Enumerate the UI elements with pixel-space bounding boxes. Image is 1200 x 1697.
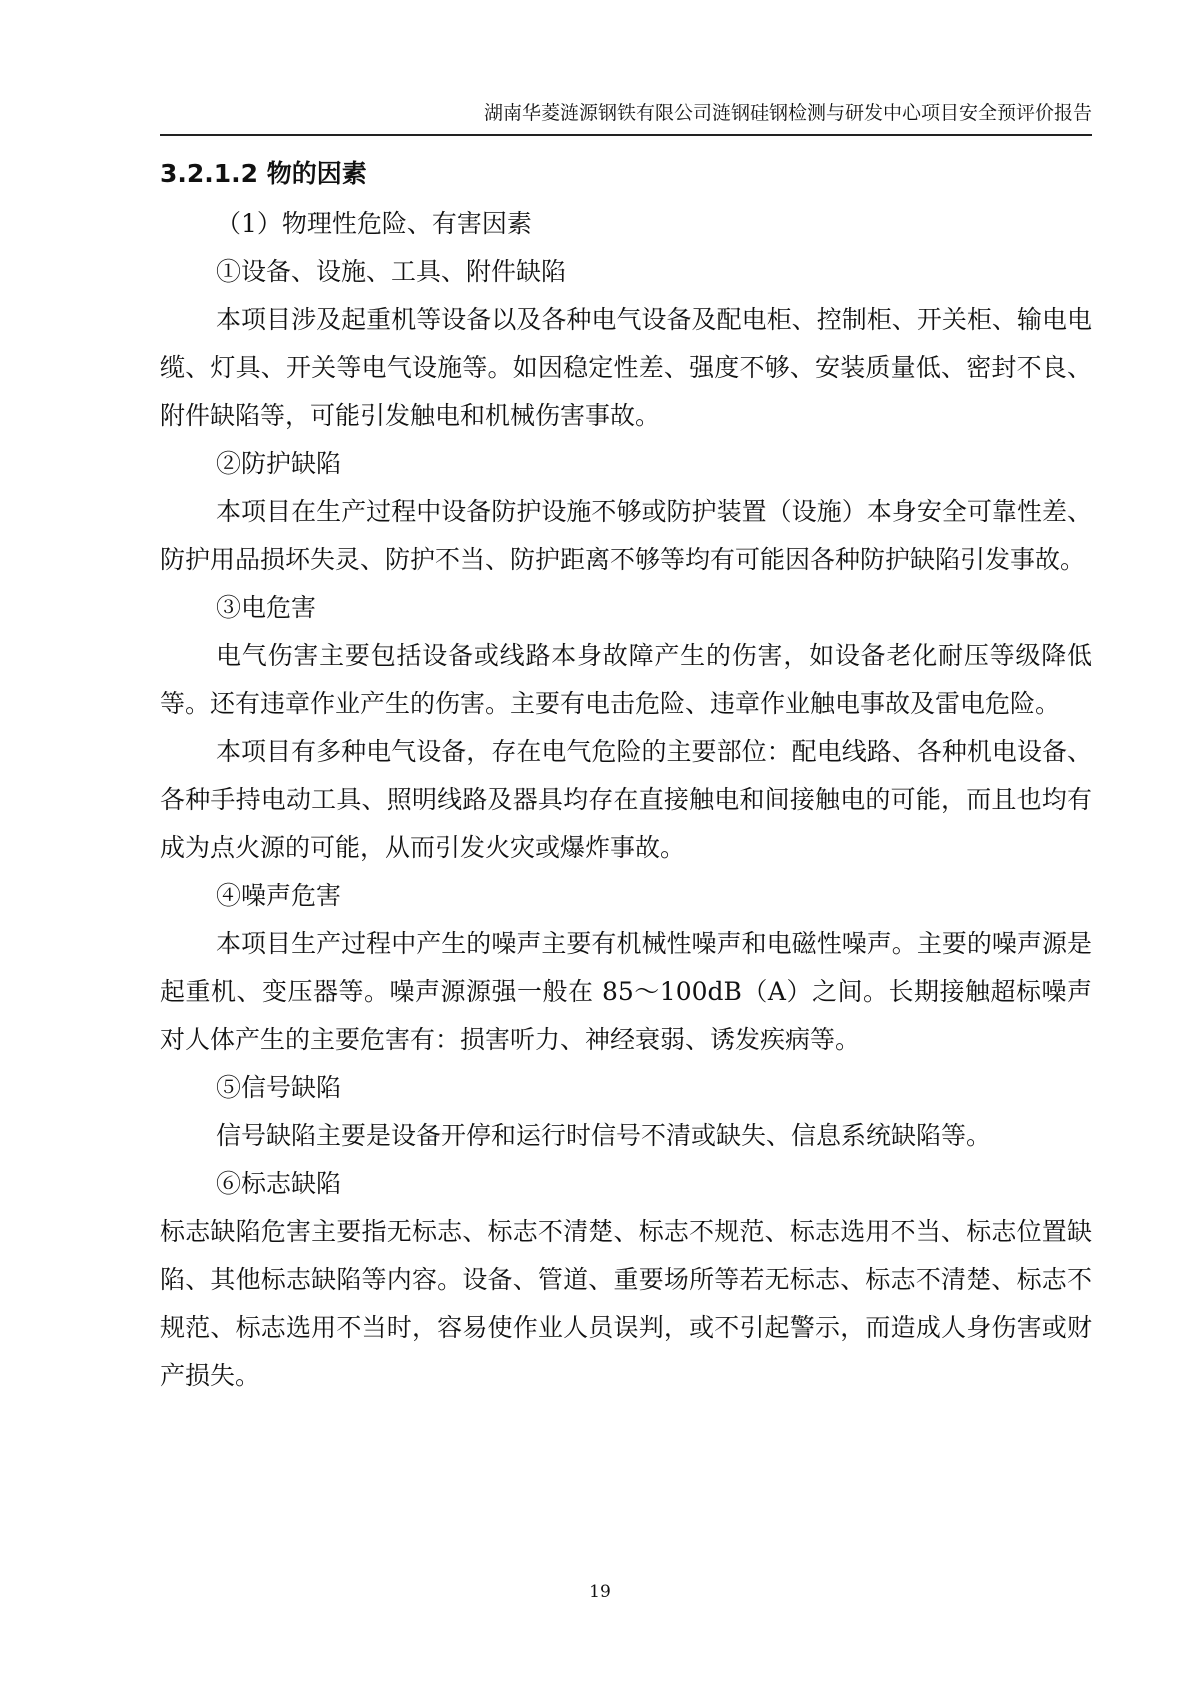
page-header	[160, 100, 1092, 136]
item-title-electrical-hazard: ③电危害	[216, 593, 317, 622]
paragraph-electrical-hazard-1: 电气伤害主要包括设备或线路本身故障产生的伤害，如设备老化耐压等级降低等。还有违章作业产生的伤害。主要有电击危险、违章作业触电事故及雷电危险。	[160, 641, 1092, 718]
paragraph-signal-defects: 信号缺陷主要是设备开停和运行时信号不清或缺失、信息系统缺陷等。	[216, 1121, 992, 1150]
paragraph-sign-defects: 标志缺陷危害主要指无标志、标志不清楚、标志不规范、标志选用不当、标志位置缺陷、其他标志缺陷等内容。设备、管道、重要场所等若无标志、标志不清楚、标志不规范、标志选用不当时，容易使作业人员误判，或不引起警示，而造成人身伤害或财产损失。	[160, 1217, 1092, 1390]
paragraph-noise-hazard: 本项目生产过程中产生的噪声主要有机械性噪声和电磁性噪声。主要的噪声源是起重机、变压器等。噪声源源强一般在 85～100dB（A）之间。长期接触超标噪声对人体产生的主要危害有：损害听力、神经衰弱、诱发疾病等。	[160, 929, 1092, 1054]
page-content	[160, 150, 1092, 1400]
paragraph-protection-defects: 本项目在生产过程中设备防护设施不够或防护装置（设施）本身安全可靠性差、防护用品损坏失灵、防护不当、防护距离不够等均有可能因各种防护缺陷引发事故。	[160, 497, 1092, 574]
item-title-signal-defects: ⑤信号缺陷	[216, 1073, 342, 1102]
item-title-protection-defects: ②防护缺陷	[216, 449, 342, 478]
item-title-noise-hazard: ④噪声危害	[216, 881, 342, 910]
paragraph-equipment-defects: 本项目涉及起重机等设备以及各种电气设备及配电柜、控制柜、开关柜、输电电缆、灯具、开关等电气设施等。如因稳定性差、强度不够、安装质量低、密封不良、附件缺陷等，可能引发触电和机械伤害事故。	[160, 305, 1092, 430]
page-number: 19	[589, 1582, 611, 1602]
item-title-equipment-defects: ①设备、设施、工具、附件缺陷	[216, 257, 567, 286]
report-title: 湖南华菱涟源钢铁有限公司涟钢硅钢检测与研发中心项目安全预评价报告	[483, 102, 1092, 124]
item-title-sign-defects: ⑥标志缺陷	[216, 1169, 342, 1198]
section-heading: 3.2.1.2 物的因素	[160, 159, 367, 188]
paragraph-electrical-hazard-2: 本项目有多种电气设备，存在电气危险的主要部位：配电线路、各种机电设备、各种手持电动工具、照明线路及器具均存在直接触电和间接触电的可能，而且也均有成为点火源的可能，从而引发火灾或爆炸事故。	[160, 737, 1092, 862]
subsection-heading: （1）物理性危险、有害因素	[216, 209, 532, 238]
